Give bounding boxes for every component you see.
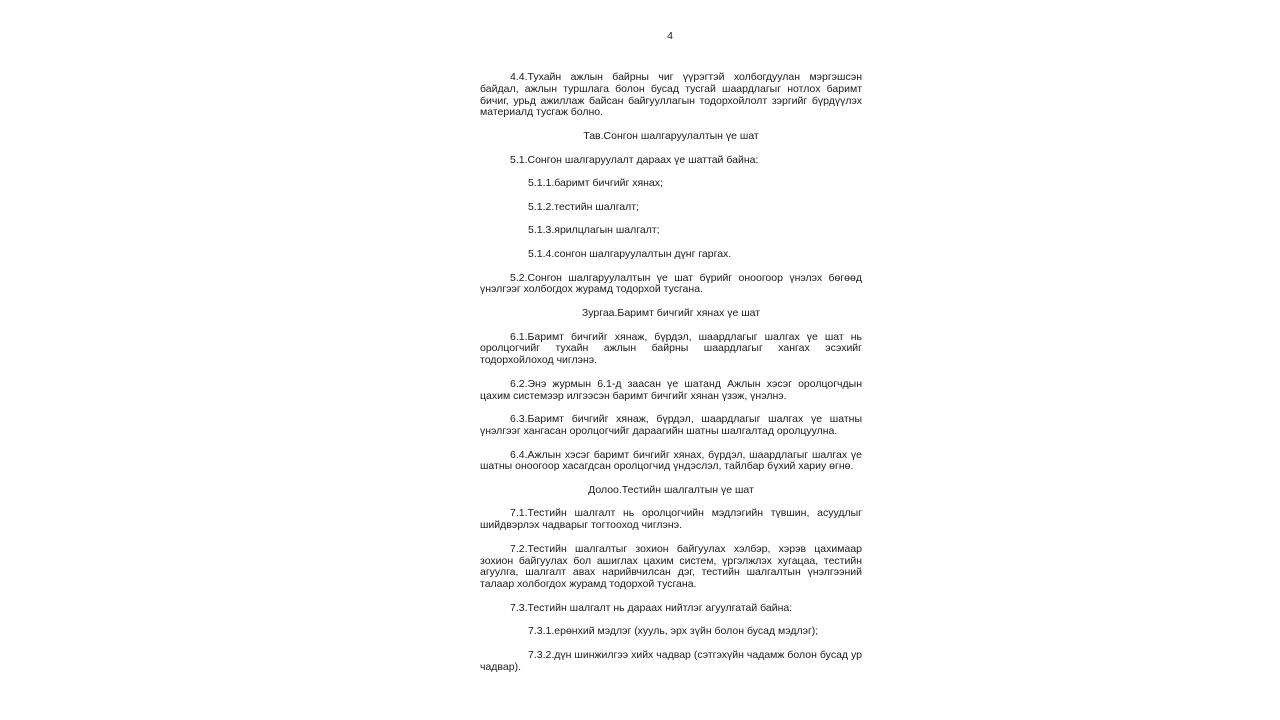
para-6-4: 6.4.Ажлын хэсэг баримт бичгийг хянах, бүрдэл, шаардлагыг шалгах үе шатны оноогоор хасагдсан оролцогчид үндэслэл, тайлбар бүхий хариу өгнө. <box>480 448 862 473</box>
document-body <box>480 72 862 685</box>
para-6-2: 6.2.Энэ журмын 6.1-д заасан үе шатанд Ажлын хэсэг оролцогчдын цахим системээр илгээсэн баримт бичгийг хянан үзэж, үнэлнэ. <box>480 377 862 402</box>
para-4-4: 4.4.Тухайн ажлын байрны чиг үүрэгтэй холбогдуулан мэргэшсэн байдал, ажлын туршлага болон бусад тусгай шаардлагыг нотлох баримт бичиг, урьд ажиллаж байсан байгууллагын тодорхойлолт зэргийг бүрдүүлэх материалд тусгаж болно. <box>480 71 862 119</box>
page-number: 4 <box>667 30 673 42</box>
para-7-2: 7.2.Тестийн шалгалтыг зохион байгуулах хэлбэр, хэрэв цахимаар зохион байгуулах бол ашиглах цахим систем, үргэлжлэх хугацаа, тестийн агуулга, шалгалт авах нарийвчилсан дэг, тестийн шалгалтын үнэлгээний талаар холбогдох журамд тодорхой тусгана. <box>480 542 862 591</box>
heading-section-5: Тав.Сонгон шалгаруулалтын үе шат <box>583 129 759 142</box>
para-7-1: 7.1.Тестийн шалгалт нь оролцогчийн мэдлэгийн түвшин, асуудлыг шийдвэрлэх чадварыг тогтооход чиглэнэ. <box>480 507 862 532</box>
heading-section-6: Зургаа.Баримт бичгийг хянах үе шат <box>581 306 761 319</box>
heading-section-7: Долоо.Тестийн шалгалтын үе шат <box>588 483 754 496</box>
para-6-1: 6.1.Баримт бичгийг хянаж, бүрдэл, шаардлагыг шалгах үе шат нь оролцогчийг тухайн ажлын байрны шаардлагыг хангах эсэхийг тодорхойлоход чиглэнэ. <box>480 330 862 367</box>
item-7-3-1: 7.3.1.ерөнхий мэдлэг (хууль, эрх зүйн болон бусад мэдлэг); <box>528 625 819 638</box>
item-5-1-2: 5.1.2.тестийн шалгалт; <box>528 200 639 213</box>
item-5-1-3: 5.1.3.ярилцлагын шалгалт; <box>528 224 660 237</box>
item-7-3-2: 7.3.2.дүн шинжилгээ хийх чадвар (сэтгэхүйн чадамж болон бусад ур чадвар). <box>480 649 862 673</box>
para-5-1: 5.1.Сонгон шалгаруулалт дараах үе шаттай байна: <box>510 153 759 166</box>
para-7-3: 7.3.Тестийн шалгалт нь дараах нийтлэг агуулгатай байна: <box>510 601 793 614</box>
item-5-1-1: 5.1.1.баримт бичгийг хянах; <box>528 177 663 190</box>
para-5-2: 5.2.Сонгон шалгаруулалтын үе шат бүрийг оноогоор үнэлэх бөгөөд үнэлгээг холбогдох журамд тодорхой тусгана. <box>480 271 862 296</box>
para-6-3: 6.3.Баримт бичгийг хянаж, бүрдэл, шаардлагыг шалгах үе шатны үнэлгээг хангасан оролцогчийг дараагийн шатны шалгалтад оролцуулна. <box>480 413 862 437</box>
item-5-1-4: 5.1.4.сонгон шалгаруулалтын дүнг гаргах. <box>528 247 732 260</box>
